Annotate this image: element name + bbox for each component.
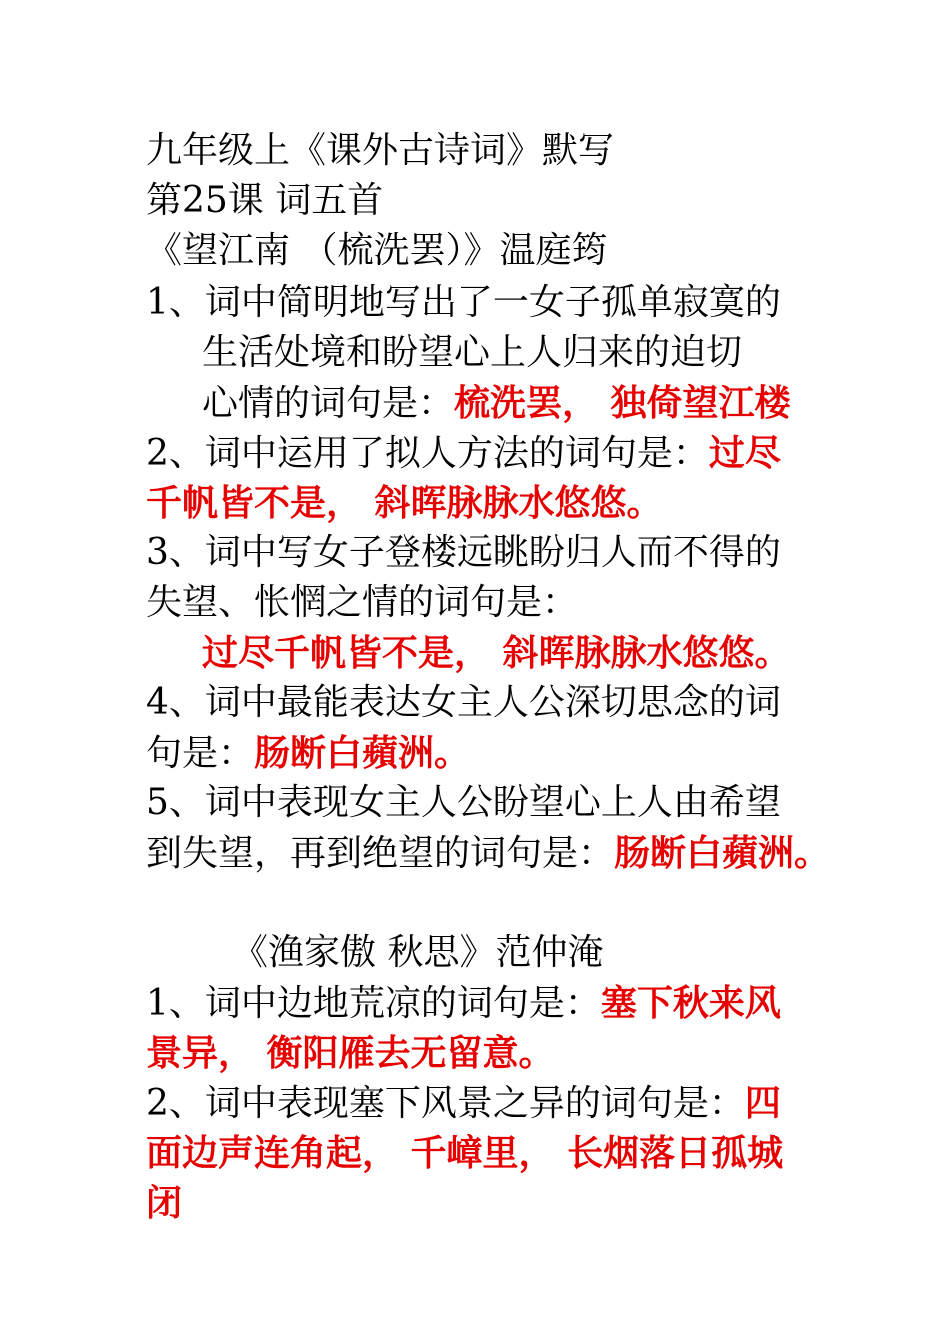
poem1-q5-line2	[146, 830, 830, 877]
title-text: 九年级上《课外古诗词》默写	[146, 130, 615, 171]
question-text: 4、词中最能表达女主人公深切思念的词	[146, 682, 781, 723]
question-text: 心情的词句是：	[202, 383, 455, 424]
answer-text: 闭	[146, 1182, 183, 1224]
answer-text: 景异， 衡阳雁去无留意。	[146, 1032, 555, 1074]
question-text: 2、词中运用了拟人方法的词句是：	[146, 433, 709, 474]
answer-text: 肠断白蘋洲。	[614, 832, 831, 874]
poem1-heading-text: 《望江南 （梳洗罢）》温庭筠	[146, 230, 608, 271]
poem1-q1-line1	[146, 280, 781, 326]
poem1-q1-line2	[202, 330, 742, 376]
answer-text: 千帆皆不是， 斜晖脉脉水悠悠。	[146, 482, 663, 524]
poem1-q4-line2	[146, 730, 470, 777]
answer-text: 过尽千帆皆不是， 斜晖脉脉水悠悠。	[202, 632, 791, 674]
poem2-q2-line2	[146, 1130, 783, 1177]
poem2-heading	[232, 930, 603, 976]
poem2-q2-line3	[146, 1180, 182, 1227]
question-text: 5、词中表现女主人公盼望心上人由希望	[146, 782, 781, 823]
poem2-q2-line1	[146, 1080, 781, 1127]
poem2-q1-line2	[146, 1030, 555, 1077]
poem1-q3-line2	[146, 580, 578, 626]
poem1-q3-line1	[146, 530, 781, 576]
answer-text: 肠断白蘋洲。	[254, 732, 471, 774]
answer-text: 塞下秋来风	[600, 982, 781, 1024]
poem1-q2-line1	[146, 430, 781, 477]
poem2-heading-text: 《渔家傲 秋思》范仲淹	[232, 932, 604, 973]
question-text: 到失望，再到绝望的词句是：	[146, 833, 615, 874]
answer-text: 四	[744, 1082, 781, 1124]
question-text: 1、词中边地荒凉的词句是：	[146, 983, 601, 1024]
poem2-q1-line1	[146, 980, 781, 1027]
answer-text: 过尽	[708, 432, 781, 474]
question-text: 生活处境和盼望心上人归来的迫切	[202, 332, 743, 373]
lesson-heading	[146, 178, 383, 224]
poem1-q1-line3	[202, 380, 791, 427]
document-title	[146, 128, 614, 174]
answer-text: 面边声连角起， 千嶂里， 长烟落日孤城	[146, 1132, 784, 1174]
lesson-text: 第25课 词五首	[146, 180, 384, 221]
poem1-q2-line2	[146, 480, 663, 527]
poem1-q3-line3	[202, 630, 791, 677]
answer-text: 梳洗罢， 独倚望江楼	[454, 382, 791, 424]
question-text: 1、词中简明地写出了一女子孤单寂寞的	[146, 282, 781, 323]
question-text: 失望、怅惘之情的词句是：	[146, 582, 579, 623]
poem1-q4-line1	[146, 680, 781, 726]
poem1-heading	[146, 228, 607, 274]
question-text: 2、词中表现塞下风景之异的词句是：	[146, 1083, 745, 1124]
poem1-q5-line1	[146, 780, 781, 826]
question-text: 句是：	[146, 733, 255, 774]
question-text: 3、词中写女子登楼远眺盼归人而不得的	[146, 532, 781, 573]
